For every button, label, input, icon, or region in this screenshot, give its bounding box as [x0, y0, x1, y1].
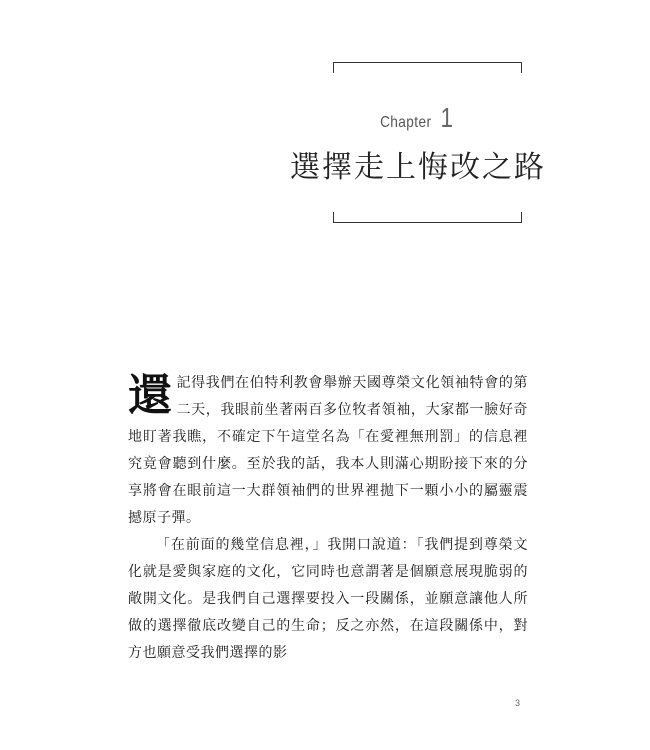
chapter-heading	[371, 104, 455, 132]
chapter-number: 1	[440, 102, 454, 133]
paragraph-1-text: 記得我們在伯特利教會舉辦天國尊榮文化領袖特會的第二天，我眼前坐著兩百多位牧者領袖，大家都一臉好奇地盯著我瞧，不確定下午這堂名為「在愛裡無刑罰」的信息裡究竟會聽到什麼。至於我的話，我本人則滿心期盼接下來的分享將會在眼前這一大群領袖們的世界裡拋下一顆小小的屬靈震撼原子彈。	[128, 375, 528, 526]
page-number: 3	[515, 698, 521, 708]
chapter-title: 選擇走上悔改之路	[290, 150, 546, 185]
chapter-label: Chapter	[380, 114, 432, 131]
chapter-frame-top	[333, 62, 522, 73]
paragraph-1	[128, 370, 528, 532]
chapter-frame-bottom	[333, 212, 522, 223]
drop-cap: 還	[128, 370, 173, 421]
body-text	[128, 370, 528, 667]
paragraph-2: 「在前面的幾堂信息裡，」我開口說道：「我們提到尊榮文化就是愛與家庭的文化，它同時也意謂著是個願意展現脆弱的敞開文化。是我們自己選擇要投入一段關係，並願意讓他人所做的選擇徹底改變自己的生命；反之亦然，在這段關係中，對方也願意受我們選擇的影	[128, 537, 528, 661]
